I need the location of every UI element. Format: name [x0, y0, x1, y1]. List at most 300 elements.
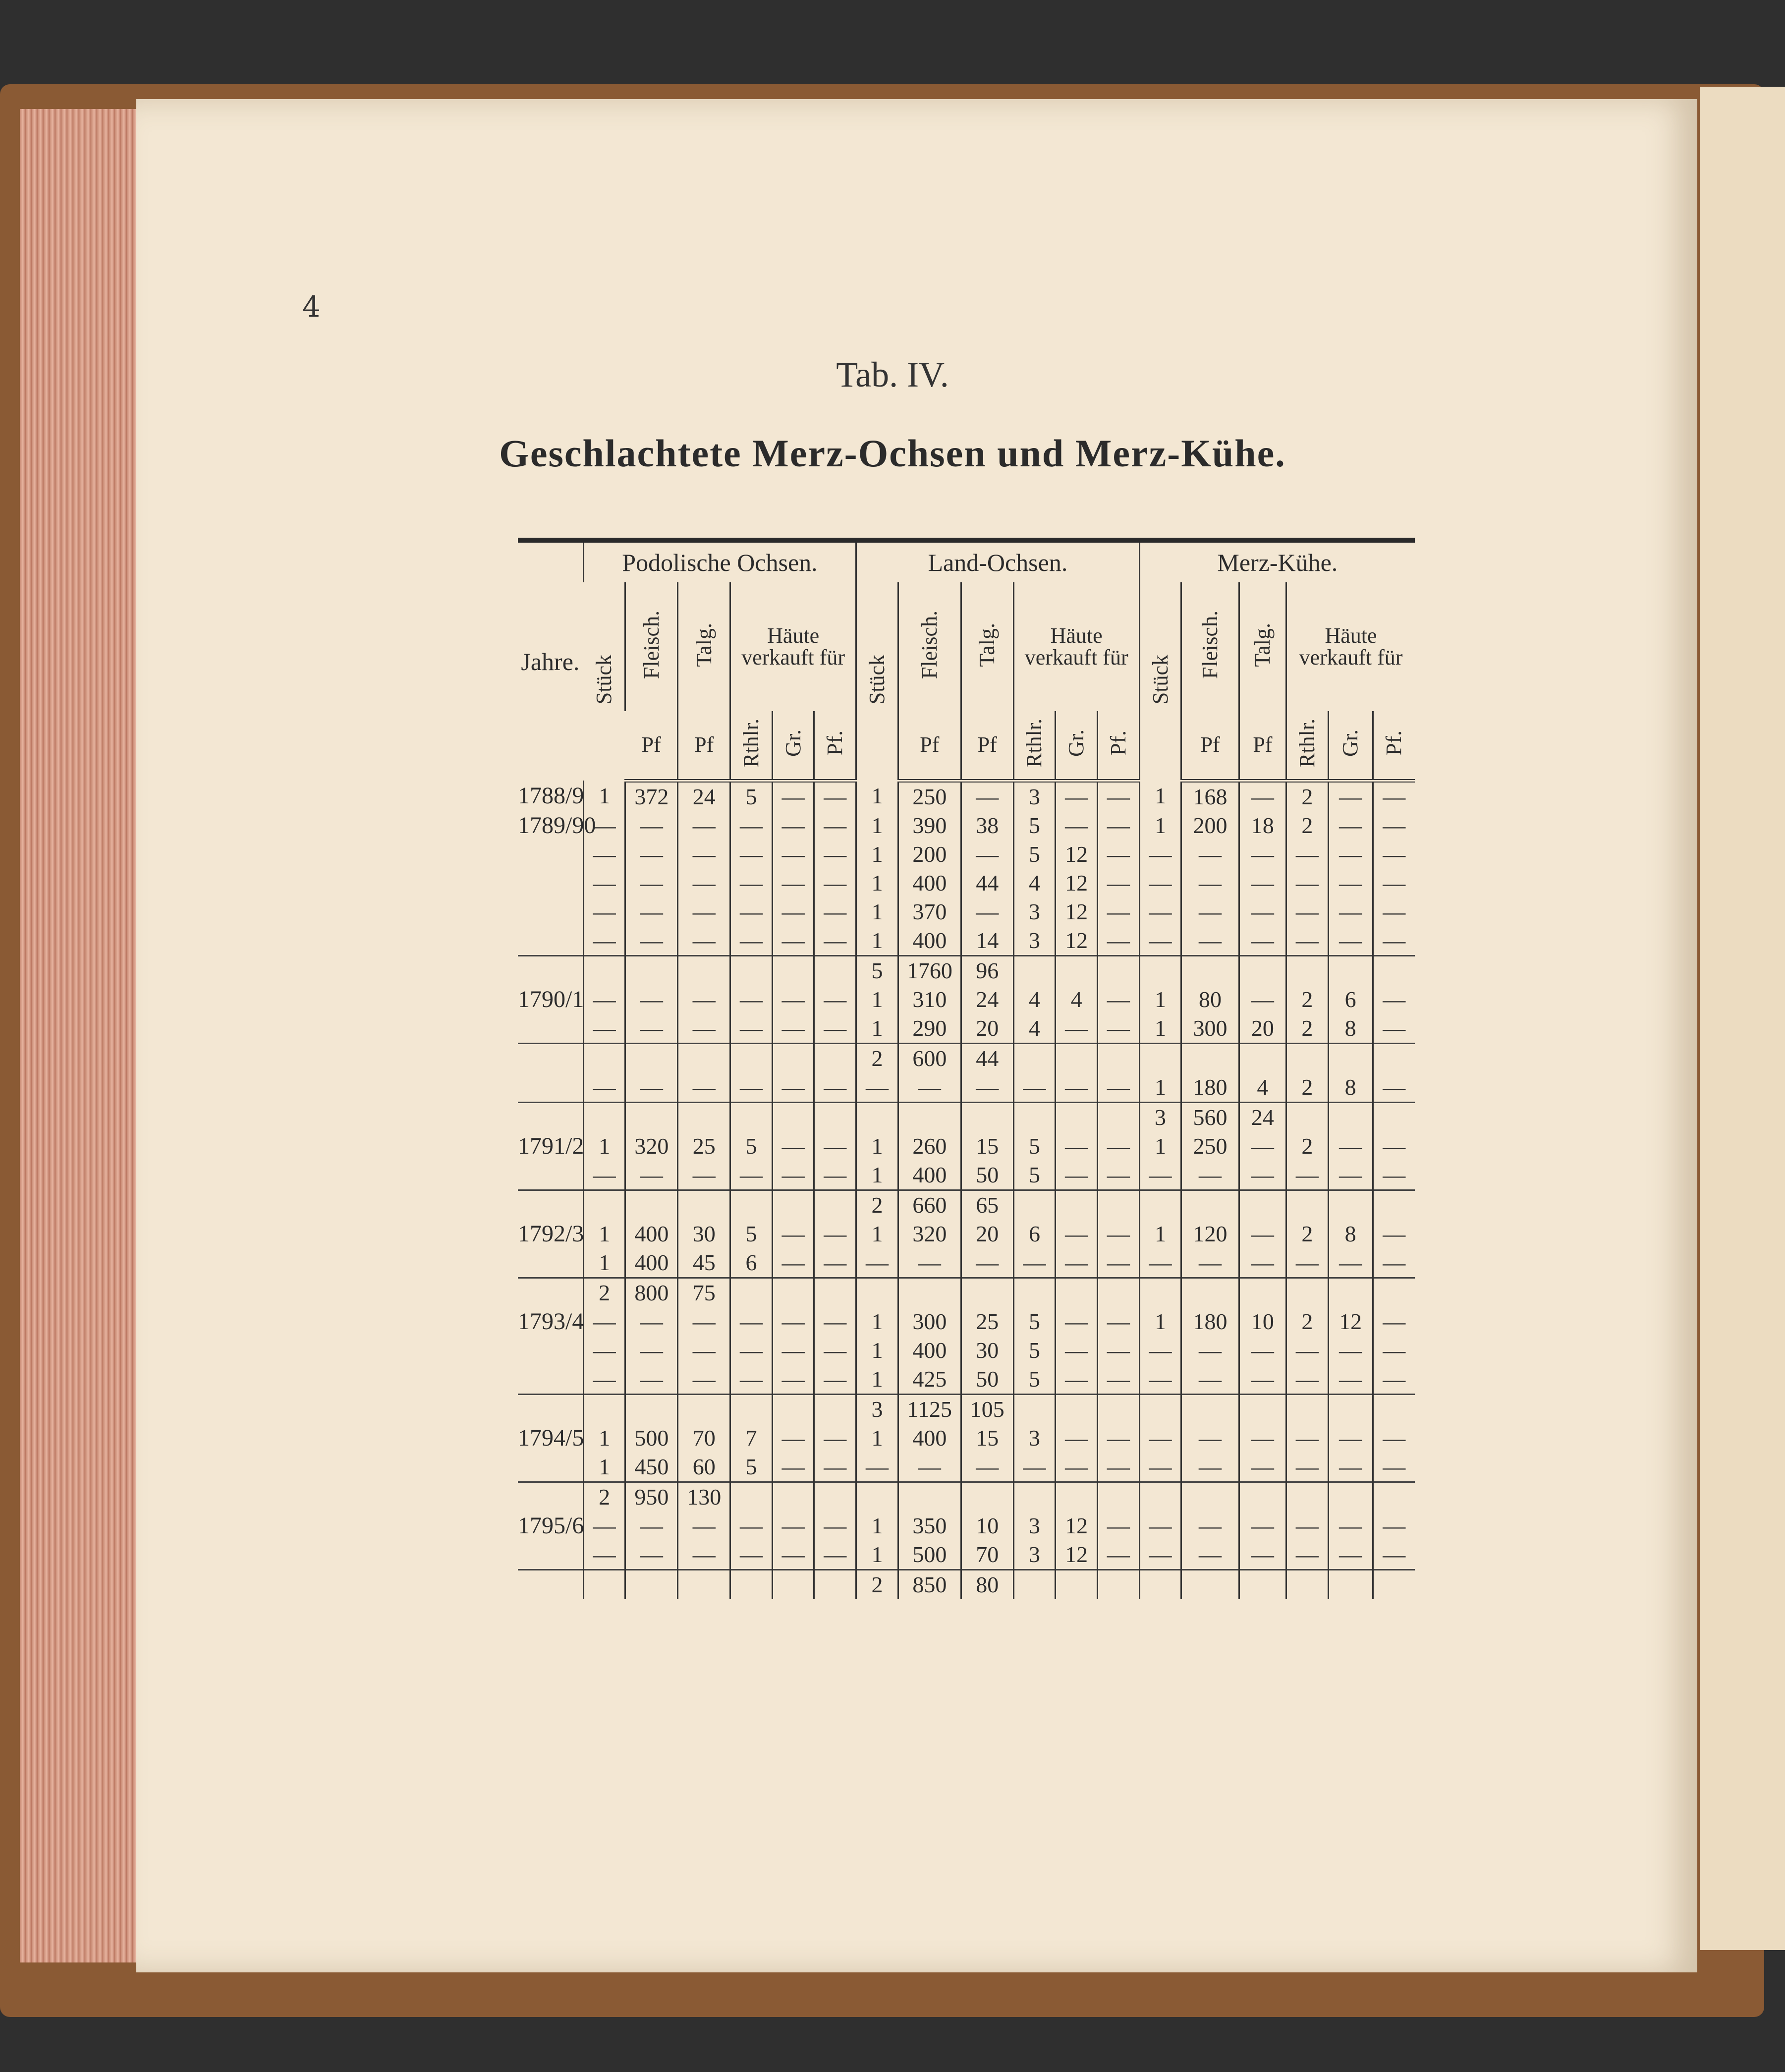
- table-cell: —: [625, 1336, 678, 1365]
- table-cell: —: [625, 869, 678, 897]
- table-row: [518, 1014, 1415, 1044]
- table-cell: [814, 1043, 856, 1073]
- table-cell: —: [814, 1336, 856, 1365]
- table-row: [518, 1307, 1415, 1336]
- table-row: [518, 1161, 1415, 1190]
- table-cell: —: [1373, 1307, 1415, 1336]
- year-cell: [518, 1102, 583, 1132]
- table-cell: 80: [961, 1569, 1013, 1599]
- table-cell: 300: [1181, 1014, 1239, 1044]
- table-cell: 5: [730, 1220, 773, 1248]
- table-cell: [961, 1102, 1013, 1132]
- table-cell: 400: [898, 1161, 961, 1190]
- table-row: [518, 1043, 1415, 1073]
- table-cell: 1: [856, 1132, 898, 1161]
- table-cell: —: [1239, 781, 1286, 811]
- table-cell: —: [1056, 1424, 1098, 1453]
- table-cell: 1: [856, 1161, 898, 1190]
- table-cell: 8: [1328, 1014, 1373, 1044]
- table-cell: —: [1373, 869, 1415, 897]
- table-cell: 660: [898, 1190, 961, 1220]
- table-cell: —: [625, 811, 678, 840]
- table-cell: —: [1013, 1248, 1056, 1278]
- table-cell: [1286, 1102, 1329, 1132]
- table-row: [518, 1220, 1415, 1248]
- table-cell: 96: [961, 955, 1013, 985]
- table-cell: 60: [678, 1453, 730, 1482]
- table-cell: 350: [898, 1512, 961, 1540]
- year-cell: [518, 1569, 583, 1599]
- table-cell: 200: [1181, 811, 1239, 840]
- table-cell: —: [678, 811, 730, 840]
- year-cell: 1795/6: [518, 1512, 584, 1539]
- table-cell: 500: [898, 1540, 961, 1570]
- year-cell: 1794/5: [518, 1424, 584, 1451]
- year-cell: [518, 1336, 583, 1365]
- unit-pf: Pf: [1239, 711, 1286, 781]
- table-cell: —: [772, 926, 814, 956]
- year-cell: [518, 1278, 583, 1307]
- table-cell: 3: [1013, 926, 1056, 956]
- table-cell: 320: [625, 1132, 678, 1161]
- table-cell: [772, 955, 814, 985]
- table-cell: 260: [898, 1132, 961, 1161]
- table-cell: [898, 1102, 961, 1132]
- table-row: [518, 869, 1415, 897]
- table-cell: 1: [1139, 781, 1181, 811]
- table-cell: —: [1181, 1161, 1239, 1190]
- table-cell: 12: [1328, 1307, 1373, 1336]
- table-cell: —: [1097, 1161, 1139, 1190]
- table-cell: [1013, 1569, 1056, 1599]
- table-cell: —: [583, 869, 625, 897]
- table-cell: —: [1373, 840, 1415, 869]
- table-cell: 1: [1139, 1220, 1181, 1248]
- table-cell: 70: [961, 1540, 1013, 1570]
- table-cell: —: [1097, 1512, 1139, 1540]
- table-cell: —: [1181, 1540, 1239, 1570]
- table-cell: —: [772, 1365, 814, 1395]
- year-cell: [518, 1453, 583, 1482]
- table-cell: 50: [961, 1161, 1013, 1190]
- table-cell: —: [1373, 1336, 1415, 1365]
- table-cell: —: [1286, 1365, 1329, 1395]
- table-row: [518, 1394, 1415, 1424]
- table-cell: [1239, 1482, 1286, 1512]
- table-cell: —: [1328, 869, 1373, 897]
- table-cell: —: [1097, 1014, 1139, 1044]
- table-cell: —: [1139, 1512, 1181, 1540]
- table-cell: 14: [961, 926, 1013, 956]
- table-cell: —: [814, 781, 856, 811]
- table-cell: —: [961, 1248, 1013, 1278]
- col-fleisch: Fleisch.: [1181, 582, 1239, 711]
- table-cell: 5: [1013, 1336, 1056, 1365]
- table-cell: —: [1239, 926, 1286, 956]
- table-cell: [1097, 1190, 1139, 1220]
- table-cell: 1: [856, 1014, 898, 1044]
- col-gr: Gr.: [1056, 711, 1098, 781]
- table-row: [518, 926, 1415, 956]
- table-cell: [678, 1190, 730, 1220]
- table-cell: [1328, 1190, 1373, 1220]
- table-cell: [1328, 1278, 1373, 1307]
- unit-pf: Pf: [1181, 711, 1239, 781]
- col-fleisch: Fleisch.: [898, 582, 961, 711]
- table-cell: —: [583, 1307, 625, 1336]
- year-cell: 1793/4: [518, 1308, 584, 1335]
- table-cell: [814, 1569, 856, 1599]
- table-cell: [730, 1569, 773, 1599]
- table-cell: 1: [856, 1540, 898, 1570]
- table-cell: 250: [1181, 1132, 1239, 1161]
- table-cell: 1: [1139, 1073, 1181, 1103]
- year-cell: [518, 1073, 583, 1103]
- table-cell: [1328, 1394, 1373, 1424]
- table-cell: [1097, 1394, 1139, 1424]
- table-cell: [1181, 1278, 1239, 1307]
- table-cell: 105: [961, 1394, 1013, 1424]
- table-cell: [583, 1102, 625, 1132]
- table-cell: [1328, 1043, 1373, 1073]
- table-cell: —: [1373, 1132, 1415, 1161]
- table-cell: 372: [625, 781, 678, 811]
- table-cell: [1056, 1043, 1098, 1073]
- table-cell: 1: [856, 1365, 898, 1395]
- table-cell: —: [583, 897, 625, 926]
- table-cell: [1286, 1190, 1329, 1220]
- table-cell: [1286, 1482, 1329, 1512]
- table-cell: —: [678, 869, 730, 897]
- table-cell: 1: [856, 1220, 898, 1248]
- table-cell: 850: [898, 1569, 961, 1599]
- year-cell: 1791/2: [518, 1132, 584, 1159]
- table-cell: 5: [1013, 811, 1056, 840]
- table-cell: 10: [1239, 1307, 1286, 1336]
- table-cell: 180: [1181, 1073, 1239, 1103]
- year-cell: [518, 955, 583, 985]
- table-cell: —: [625, 1540, 678, 1570]
- table-cell: 20: [961, 1220, 1013, 1248]
- table-cell: 24: [1239, 1102, 1286, 1132]
- table-cell: 4: [1013, 869, 1056, 897]
- col-talg: Talg.: [1239, 582, 1286, 711]
- table-cell: —: [730, 1365, 773, 1395]
- table-cell: [625, 1394, 678, 1424]
- table-cell: 400: [625, 1248, 678, 1278]
- table-cell: [814, 1482, 856, 1512]
- table-cell: 390: [898, 811, 961, 840]
- table-cell: —: [1328, 1365, 1373, 1395]
- table-cell: 950: [625, 1482, 678, 1512]
- col-talg: Talg.: [678, 582, 730, 711]
- unit-pf: Pf: [898, 711, 961, 781]
- table-cell: [1373, 1482, 1415, 1512]
- col-haeute: Häute verkauft für: [730, 582, 856, 711]
- table-row: [518, 1073, 1415, 1103]
- table-cell: [1097, 1102, 1139, 1132]
- table-cell: 1: [1139, 1307, 1181, 1336]
- table-cell: —: [730, 1073, 773, 1103]
- table-cell: 2: [856, 1190, 898, 1220]
- table-cell: —: [625, 897, 678, 926]
- table-cell: —: [1097, 811, 1139, 840]
- col-rthlr: Rthlr.: [1286, 711, 1329, 781]
- table-cell: —: [856, 1453, 898, 1482]
- year-cell: [518, 1190, 583, 1220]
- table-cell: —: [1056, 1220, 1098, 1248]
- table-cell: 500: [625, 1424, 678, 1453]
- table-cell: 250: [898, 781, 961, 811]
- table-cell: —: [772, 1132, 814, 1161]
- table-cell: —: [814, 1014, 856, 1044]
- table-cell: [1373, 1278, 1415, 1307]
- table-cell: [1139, 955, 1181, 985]
- table-cell: —: [1139, 1453, 1181, 1482]
- table-cell: [772, 1278, 814, 1307]
- table-cell: —: [678, 1073, 730, 1103]
- table-cell: 12: [1056, 926, 1098, 956]
- table-cell: [1286, 1569, 1329, 1599]
- table-cell: [1013, 1190, 1056, 1220]
- year-cell: [518, 1161, 583, 1190]
- table-cell: —: [678, 1161, 730, 1190]
- table-cell: —: [1373, 1014, 1415, 1044]
- year-cell: 1792/3: [518, 1220, 584, 1247]
- table-row: [518, 1190, 1415, 1220]
- table-cell: —: [1097, 985, 1139, 1014]
- table-cell: [730, 955, 773, 985]
- table-cell: [1097, 1569, 1139, 1599]
- table-cell: 5: [730, 781, 773, 811]
- table-cell: 25: [678, 1132, 730, 1161]
- col-haeute: Häute verkauft für: [1286, 582, 1415, 711]
- table-cell: [625, 1569, 678, 1599]
- table-cell: —: [1139, 840, 1181, 869]
- table-cell: 8: [1328, 1220, 1373, 1248]
- table-cell: 2: [1286, 1307, 1329, 1336]
- table-cell: —: [1239, 869, 1286, 897]
- table-cell: —: [625, 926, 678, 956]
- table-cell: —: [1097, 781, 1139, 811]
- year-cell: [518, 1482, 583, 1512]
- table-cell: —: [1181, 1424, 1239, 1453]
- table-cell: —: [1373, 781, 1415, 811]
- table-cell: [583, 1394, 625, 1424]
- table-cell: [1373, 1043, 1415, 1073]
- table-cell: —: [1286, 1336, 1329, 1365]
- table-cell: [625, 1102, 678, 1132]
- table-cell: 1: [1139, 811, 1181, 840]
- table-cell: 12: [1056, 897, 1098, 926]
- table-cell: —: [1239, 1248, 1286, 1278]
- col-pf: Pf.: [1097, 711, 1139, 781]
- table-cell: —: [1373, 1512, 1415, 1540]
- table-cell: [1328, 1102, 1373, 1132]
- table-cell: 15: [961, 1132, 1013, 1161]
- table-cell: [1139, 1482, 1181, 1512]
- col-fleisch: Fleisch.: [625, 582, 678, 711]
- table-cell: —: [1373, 1073, 1415, 1103]
- table-cell: 3: [1139, 1102, 1181, 1132]
- table-cell: 5: [730, 1132, 773, 1161]
- table-cell: 290: [898, 1014, 961, 1044]
- table-cell: 5: [1013, 1161, 1056, 1190]
- table-cell: [730, 1102, 773, 1132]
- table-cell: —: [1181, 1336, 1239, 1365]
- table-cell: —: [1328, 781, 1373, 811]
- group-header-land: Land-Ochsen.: [856, 540, 1140, 582]
- table-cell: —: [772, 1014, 814, 1044]
- table-cell: [1139, 1043, 1181, 1073]
- table-cell: [1013, 1278, 1056, 1307]
- table-cell: [1013, 1102, 1056, 1132]
- table-cell: —: [625, 1014, 678, 1044]
- table-cell: —: [1097, 1540, 1139, 1570]
- table-cell: —: [1097, 1307, 1139, 1336]
- table-cell: —: [1097, 1453, 1139, 1482]
- table-cell: —: [1139, 1365, 1181, 1395]
- table-cell: 2: [1286, 1132, 1329, 1161]
- table-cell: [1239, 1278, 1286, 1307]
- table-cell: [772, 1043, 814, 1073]
- table-cell: —: [625, 985, 678, 1014]
- table-cell: —: [814, 1248, 856, 1278]
- page-title: Geschlachtete Merz-Ochsen und Merz-Kühe.: [499, 432, 1286, 475]
- table-row: [518, 897, 1415, 926]
- table-cell: [772, 1394, 814, 1424]
- table-cell: —: [1239, 1512, 1286, 1540]
- group-header-podolian: Podolische Ochsen.: [583, 540, 856, 582]
- table-cell: 20: [961, 1014, 1013, 1044]
- table-cell: 12: [1056, 869, 1098, 897]
- table-cell: [730, 1278, 773, 1307]
- table-cell: 1: [583, 781, 625, 811]
- year-cell: [518, 869, 583, 897]
- table-cell: 6: [1328, 985, 1373, 1014]
- col-stueck: Stück: [591, 654, 616, 705]
- table-cell: —: [1097, 1073, 1139, 1103]
- table-cell: —: [1139, 1540, 1181, 1570]
- table-cell: [730, 1190, 773, 1220]
- year-cell: [518, 926, 583, 956]
- table-cell: [1056, 1102, 1098, 1132]
- table-cell: —: [1286, 1248, 1329, 1278]
- table-cell: [1056, 1569, 1098, 1599]
- table-row: [518, 1453, 1415, 1482]
- year-cell: 1788/9: [518, 782, 584, 809]
- table-cell: 75: [678, 1278, 730, 1307]
- table-cell: 1: [1139, 1014, 1181, 1044]
- table-cell: [1056, 1278, 1098, 1307]
- table-cell: —: [961, 781, 1013, 811]
- table-cell: [1181, 1043, 1239, 1073]
- table-cell: 1760: [898, 955, 961, 985]
- table-cell: 65: [961, 1190, 1013, 1220]
- col-talg: Talg.: [961, 582, 1013, 711]
- table-cell: —: [1239, 1161, 1286, 1190]
- table-cell: —: [730, 1014, 773, 1044]
- table-cell: 2: [1286, 1014, 1329, 1044]
- table-cell: 5: [1013, 840, 1056, 869]
- table-cell: 120: [1181, 1220, 1239, 1248]
- table-cell: 1: [856, 1307, 898, 1336]
- year-cell: [518, 840, 583, 869]
- table-cell: —: [772, 869, 814, 897]
- table-cell: [772, 1190, 814, 1220]
- table-cell: —: [730, 1512, 773, 1540]
- table-cell: —: [1328, 840, 1373, 869]
- table-cell: 400: [898, 1336, 961, 1365]
- year-cell: [518, 1043, 583, 1073]
- table-cell: —: [1139, 869, 1181, 897]
- table-cell: 400: [898, 926, 961, 956]
- table-row: [518, 1102, 1415, 1132]
- table-cell: 12: [1056, 1540, 1098, 1570]
- year-cell: [518, 1248, 583, 1278]
- table-cell: —: [678, 1336, 730, 1365]
- table-cell: —: [583, 1540, 625, 1570]
- table-cell: —: [1097, 926, 1139, 956]
- table-cell: [1286, 1394, 1329, 1424]
- table-cell: —: [814, 1424, 856, 1453]
- table-cell: —: [772, 1248, 814, 1278]
- table-cell: 4: [1013, 1014, 1056, 1044]
- table-cell: [730, 1043, 773, 1073]
- table-cell: 3: [1013, 1424, 1056, 1453]
- table-row: [518, 781, 1415, 811]
- table-cell: —: [1056, 781, 1098, 811]
- table-row: [518, 1248, 1415, 1278]
- table-cell: —: [583, 1073, 625, 1103]
- unit-pf: Pf: [625, 711, 678, 781]
- table-cell: 1: [1139, 1132, 1181, 1161]
- table-cell: 1: [856, 781, 898, 811]
- table-cell: 45: [678, 1248, 730, 1278]
- table-cell: —: [814, 1540, 856, 1570]
- table-cell: 1: [583, 1220, 625, 1248]
- table-cell: [583, 1190, 625, 1220]
- table-row: [518, 1569, 1415, 1599]
- table-row: [518, 1512, 1415, 1540]
- table-cell: —: [1097, 897, 1139, 926]
- table-cell: 800: [625, 1278, 678, 1307]
- table-cell: 3: [1013, 1512, 1056, 1540]
- table-cell: [1181, 1190, 1239, 1220]
- table-cell: 400: [898, 869, 961, 897]
- table-cell: [1328, 1482, 1373, 1512]
- table-cell: —: [1328, 1540, 1373, 1570]
- table-cell: —: [1181, 926, 1239, 956]
- table-cell: —: [814, 811, 856, 840]
- table-cell: 8: [1328, 1073, 1373, 1103]
- table-cell: 310: [898, 985, 961, 1014]
- table-cell: —: [814, 1365, 856, 1395]
- col-stueck: Stück: [1139, 582, 1181, 781]
- table-cell: 44: [961, 1043, 1013, 1073]
- table-cell: —: [1373, 985, 1415, 1014]
- table-cell: —: [730, 926, 773, 956]
- table-cell: —: [1181, 1453, 1239, 1482]
- table-cell: [625, 1043, 678, 1073]
- table-cell: —: [1097, 869, 1139, 897]
- table-cell: —: [1373, 1453, 1415, 1482]
- table-cell: —: [814, 1512, 856, 1540]
- table-cell: [730, 1394, 773, 1424]
- table-cell: —: [814, 1132, 856, 1161]
- table-cell: —: [1056, 1014, 1098, 1044]
- table-cell: —: [1097, 1365, 1139, 1395]
